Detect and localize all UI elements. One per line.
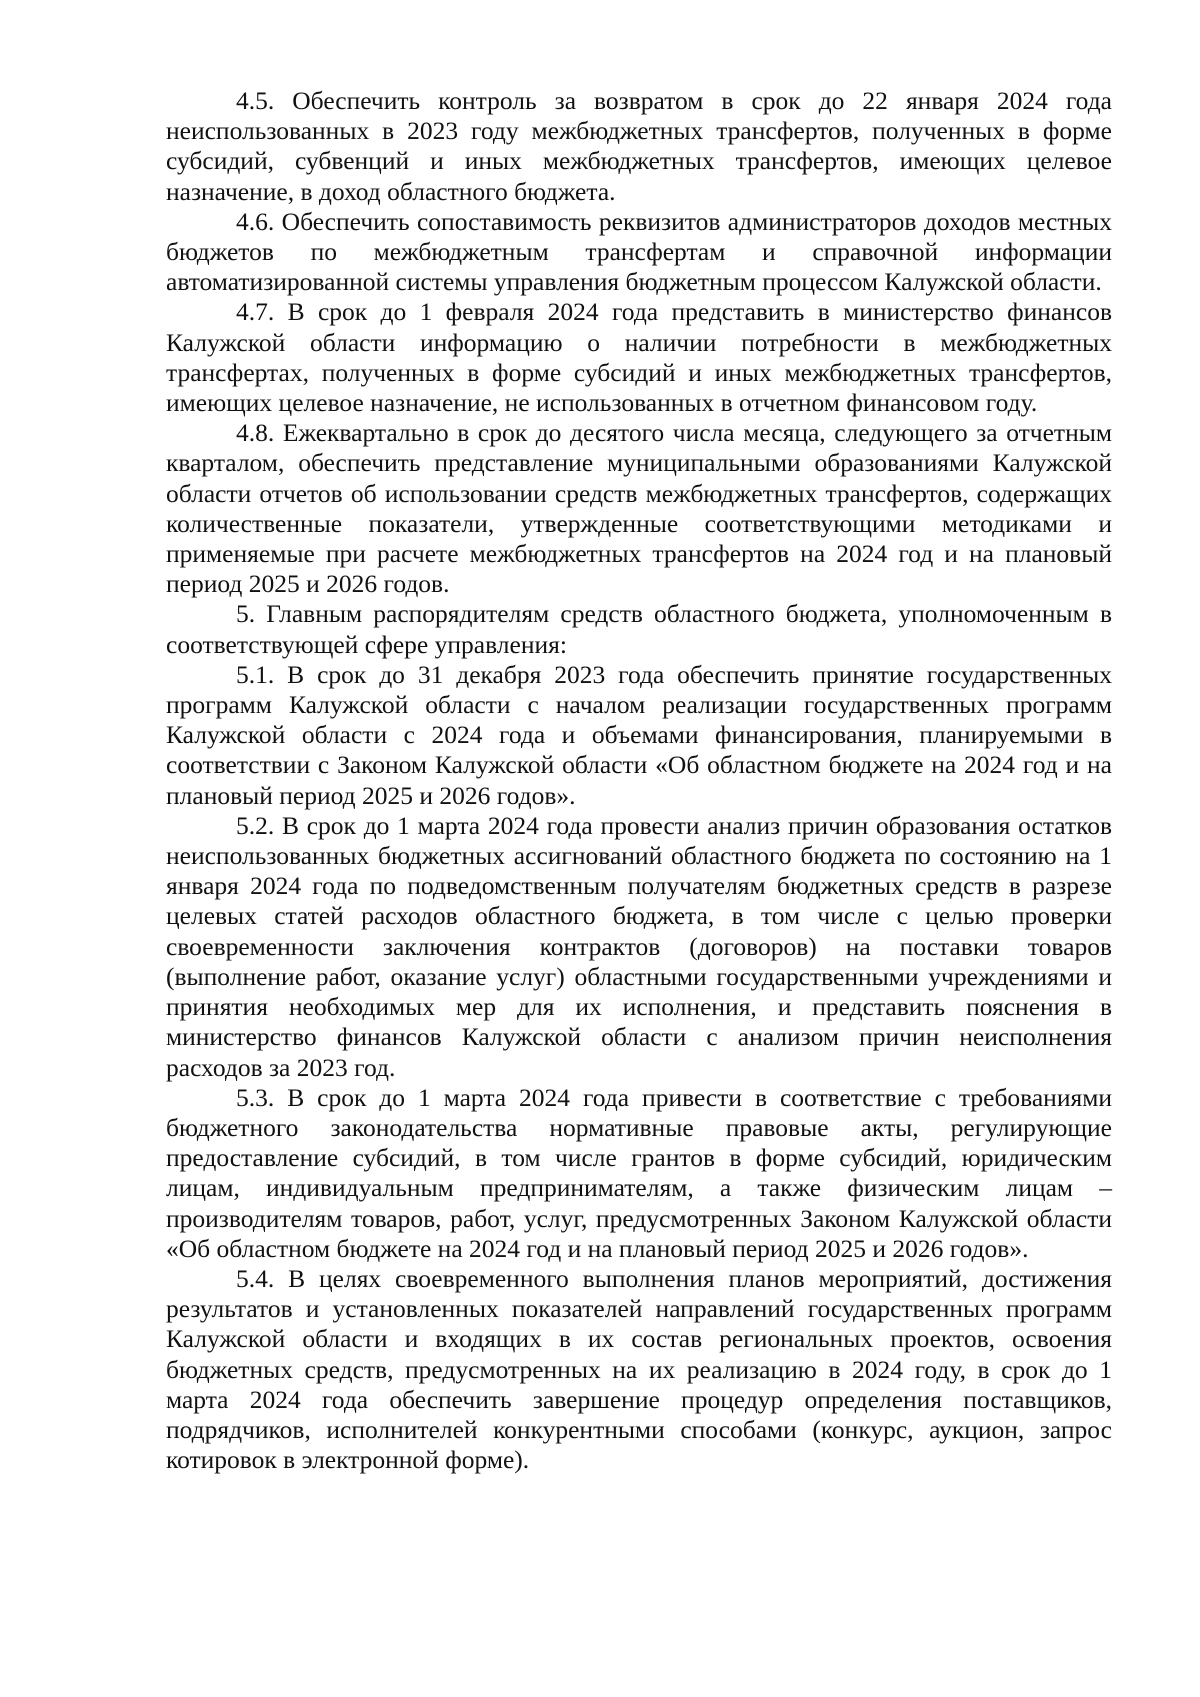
paragraph-4-5: 4.5. Обеспечить контроль за возвратом в срок до 22 января 2024 года неиспользованных в 2023 году межбюджетных трансфертов, полученных в форме субсидий, субвенций и иных межбюджетных трансфертов, имеющих целевое назначение, в доход областного бюджета. xyxy=(166,86,1112,206)
paragraph-5-2: 5.2. В срок до 1 марта 2024 года провести анализ причин образования остатков неиспользованных бюджетных ассигнований областного бюджета по состоянию на 1 января 2024 года по подведомственным получателям бюджетных средств в разрезе целевых статей расходов областного бюджета, в том числе с целью проверки своевременности заключения контрактов (договоров) на поставки товаров (выполнение работ, оказание услуг) областными государственными учреждениями и принятия необходимых мер для их исполнения, и представить пояснения в министерство финансов Калужской области с анализом причин неисполнения расходов за 2023 год. xyxy=(166,810,1112,1082)
paragraph-4-6: 4.6. Обеспечить сопоставимость реквизитов администраторов доходов местных бюджетов по межбюджетным трансфертам и справочной информации автоматизированной системы управления бюджетным процессом Калужской области. xyxy=(166,206,1112,297)
paragraph-5-3: 5.3. В срок до 1 марта 2024 года привести в соответствие с требованиями бюджетного законодательства нормативные правовые акты, регулирующие предоставление субсидий, в том числе грантов в форме субсидий, юридическим лицам, индивидуальным предпринимателям, а также физическим лицам – производителям товаров, работ, услуг, предусмотренных Законом Калужской области «Об областном бюджете на 2024 год и на плановый период 2025 и 2026 годов». xyxy=(166,1082,1112,1263)
paragraph-4-8: 4.8. Ежеквартально в срок до десятого числа месяца, следующего за отчетным кварталом, обеспечить представление муниципальными образованиями Калужской области отчетов об использовании средств межбюджетных трансфертов, содержащих количественные показатели, утвержденные соответствующими методиками и применяемые при расчете межбюджетных трансфертов на 2024 год и на плановый период 2025 и 2026 годов. xyxy=(166,418,1112,599)
paragraph-5-4: 5.4. В целях своевременного выполнения планов мероприятий, достижения результатов и установленных показателей направлений государственных программ Калужской области и входящих в их состав региональных проектов, освоения бюджетных средств, предусмотренных на их реализацию в 2024 году, в срок до 1 марта 2024 года обеспечить завершение процедур определения поставщиков, подрядчиков, исполнителей конкурентными способами (конкурс, аукцион, запрос котировок в электронной форме). xyxy=(166,1263,1112,1475)
paragraph-4-7: 4.7. В срок до 1 февраля 2024 года представить в министерство финансов Калужской области информацию о наличии потребности в межбюджетных трансфертах, полученных в форме субсидий и иных межбюджетных трансфертов, имеющих целевое назначение, не использованных в отчетном финансовом году. xyxy=(166,297,1112,418)
document-body xyxy=(166,86,1112,1475)
paragraph-5: 5. Главным распорядителям средств областного бюджета, уполномоченным в соответствующей сфере управления: xyxy=(166,599,1112,659)
paragraph-5-1: 5.1. В срок до 31 декабря 2023 года обеспечить принятие государственных программ Калужской области с началом реализации государственных программ Калужской области с 2024 года и объемами финансирования, планируемыми в соответствии с Законом Калужской области «Об областном бюджете на 2024 год и на плановый период 2025 и 2026 годов». xyxy=(166,659,1112,810)
